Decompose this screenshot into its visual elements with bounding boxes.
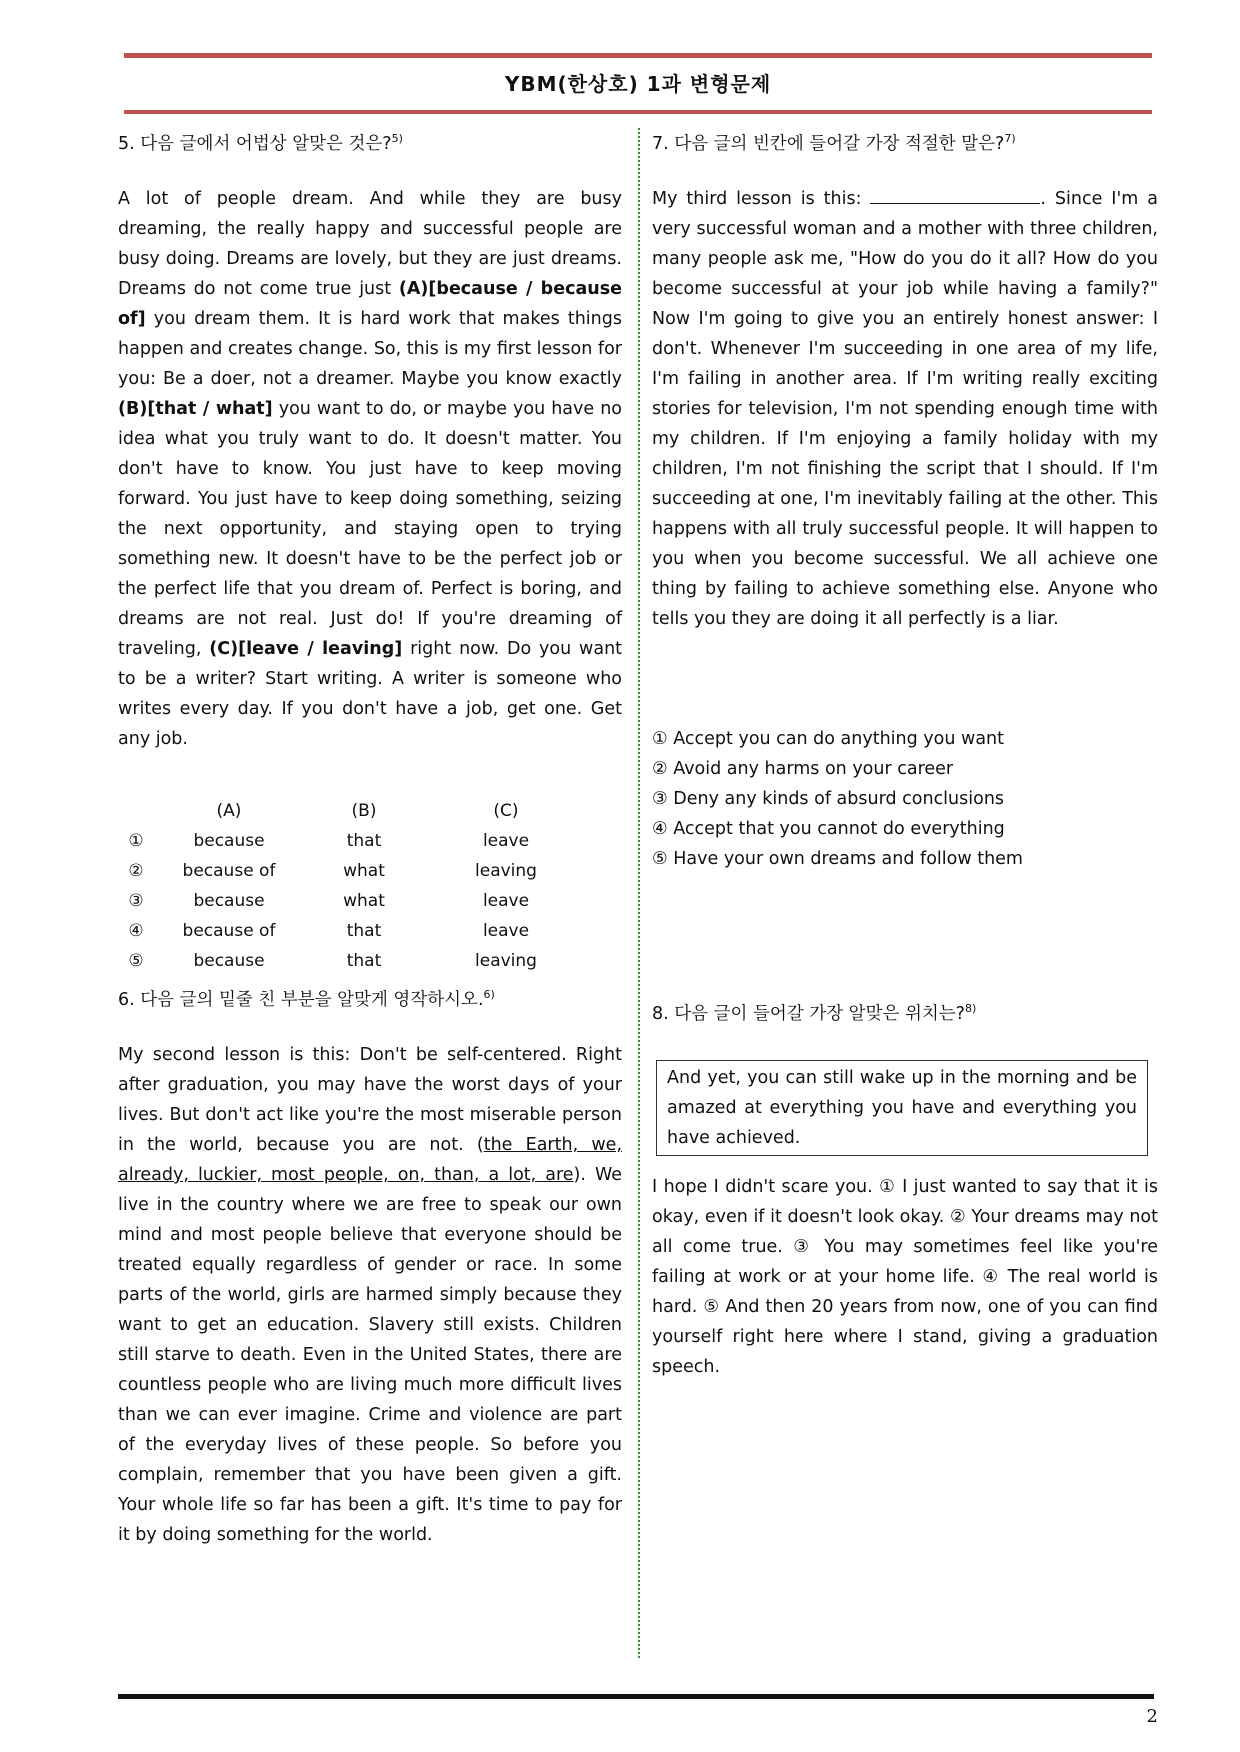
blank-a: (A)[because / because of] — [118, 279, 622, 329]
question-5-choices — [118, 796, 588, 976]
option-item[interactable]: ⑤ Have your own dreams and follow them — [652, 849, 1023, 869]
header-bottom-rule — [124, 110, 1152, 114]
question-6-title: 6. 다음 글의 밑줄 친 부분을 알맞게 영작하시오.$^{6)}$ — [118, 988, 495, 1010]
question-6 — [118, 980, 622, 1015]
answer-blank — [870, 185, 1040, 204]
choice-row[interactable]: ③ because what leave — [128, 891, 530, 911]
question-5 — [118, 124, 622, 159]
question-8 — [652, 994, 1158, 1029]
option-item[interactable]: ① Accept you can do anything you want — [652, 729, 1005, 749]
option-item[interactable]: ③ Deny any kinds of absurd conclusions — [652, 789, 1005, 809]
question-6-passage: My second lesson is this: Don't be self-centered. Right after graduation, you may have the worst days of your lives. But don't act like you're the most miserable person in the world, because you are not. (the Earth, we, already, luckier, most people, on, than, a lot, are). We live in the country where we are free to speak our own mind and most people believe that everyone should be treated equally regardless of gender or race. In some parts of the world, girls are harmed simply because they want to get an education. Slavery still exists. Children still starve to death. Even in the United States, there are countless people who are living much more difficult lives than we can ever imagine. Crime and violence are part of the everyday lives of these people. So before you complain, remember that you have been given a gift. Your whole life so far has been a gift. It's time to pay for it by doing something for the world. — [118, 1045, 623, 1545]
option-item[interactable]: ② Avoid any harms on your career — [652, 759, 954, 779]
choice-row[interactable]: ② because of what leaving — [128, 861, 537, 881]
question-7-title: 7. 다음 글의 빈칸에 들어갈 가장 적절한 말은?$^{7)}$ — [652, 132, 1016, 154]
choice-row[interactable]: ① because that leave — [128, 831, 530, 851]
choice-row[interactable]: ④ because of that leave — [128, 921, 530, 941]
page-title: YBM(한상호) 1과 변형문제 — [504, 72, 772, 96]
question-8-passage: I hope I didn't scare you. ① I just wanted to say that it is okay, even if it doesn't look okay. ② Your dreams may not all come true. ③ You may sometimes feel like you're failing at work or at your home life. ④ The real world is hard. ⑤ And then 20 years from now, one of you can find yourself right here where I stand, giving a graduation speech. — [652, 1177, 1158, 1377]
page-number: 2 — [1146, 1706, 1158, 1727]
question-7-options — [652, 724, 1158, 874]
blank-b: (B)[that / what] — [118, 399, 273, 419]
header-top-rule — [124, 53, 1152, 58]
blank-c: (C)[leave / leaving] — [209, 639, 403, 659]
footer-rule — [118, 1694, 1154, 1699]
question-8-title: 8. 다음 글이 들어갈 가장 알맞은 위치는?$^{8)}$ — [652, 1002, 977, 1024]
column-divider — [638, 128, 640, 1658]
choice-header-row: (A) (B) (C) — [216, 801, 519, 821]
option-item[interactable]: ④ Accept that you cannot do everything — [652, 819, 1005, 839]
choice-row[interactable]: ⑤ because that leaving — [128, 951, 537, 971]
underlined-words: the Earth, we, already, luckier, most people, on, than, a lot, are — [118, 1135, 623, 1185]
question-7 — [652, 124, 1158, 159]
question-7-passage: My third lesson is this: . Since I'm a very successful woman and a mother with three children, many people ask me, "How do you do it all? How do you become successful at your job while having a family?" Now I'm going to give you an entirely honest answer: I don't. Whenever I'm succeeding in one area of my life, I'm failing in another area. If I'm writing really exciting stories for television, I'm not spending enough time with my children. If I'm enjoying a family holiday with my children, I'm not finishing the script that I should. If I'm succeeding at one, I'm inevitably failing at the other. This happens with all truly successful people. It will happen to you when you become successful. We all achieve one thing by failing to achieve something else. Anyone who tells you they are doing it all perfectly is a liar. — [652, 184, 1158, 634]
question-5-passage: A lot of people dream. And while they are busy dreaming, the really happy and successful people are busy doing. Dreams are lovely, but they are just dreams. Dreams do not come true just (A)[because / because of] you dream them. It is hard work that makes things happen and creates change. So, this is my first lesson for you: Be a doer, not a dreamer. Maybe you know exactly (B)[that / what] you want to do, or maybe you have no idea what you truly want to do. It doesn't matter. You don't have to know. You just have to keep moving forward. You just have to keep doing something, seizing the next opportunity, and staying open to trying something new. It doesn't have to be the perfect job or the perfect life that you dream of. Perfect is boring, and dreams are not real. Just do! If you're dreaming of traveling, (C)[leave / leaving] right now. Do you want to be a writer? Start writing. A writer is someone who writes every day. If you don't have a job, get one. Get any job. — [118, 189, 623, 749]
inserted-sentence-box: And yet, you can still wake up in the morning and be amazed at everything you have and everything you have achieved. — [656, 1060, 1148, 1156]
question-5-title: 5. 다음 글에서 어법상 알맞은 것은?$^{5)}$ — [118, 132, 403, 154]
